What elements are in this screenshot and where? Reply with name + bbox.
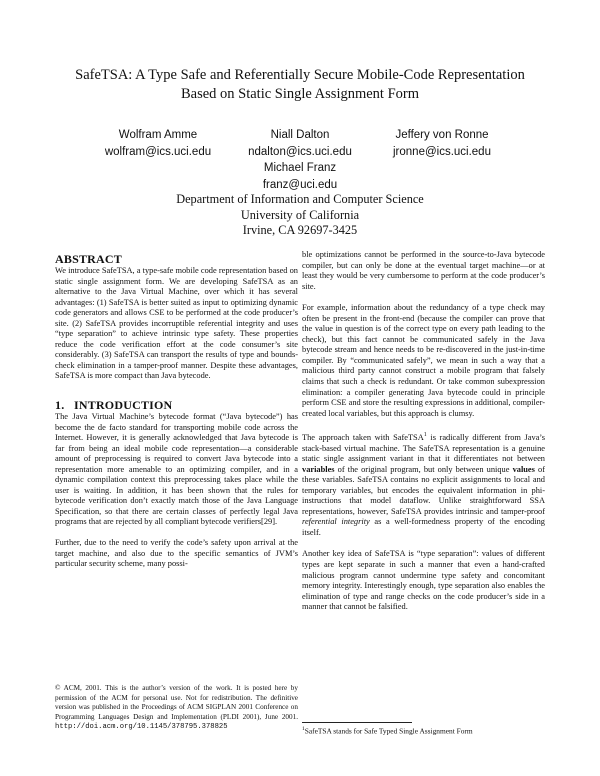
right-column <box>302 250 545 613</box>
author-block <box>357 127 527 161</box>
bold-term: variables <box>302 464 335 474</box>
author-email: ndalton@ics.uci.edu <box>248 146 352 158</box>
author-block <box>225 127 375 161</box>
title-line-2: Based on Static Single Assignment Form <box>180 86 420 102</box>
text-run: of the original program, but only between unique <box>334 464 513 474</box>
text-run: of these variables. SafeTSA contains no explicit assignments to local and temporary variables, but encodes the equivalent information in phi-instructions that model dataflow. Unlike straightforward SSA representations, however, SafeTSA provides intrinsic and tamper-proof <box>302 464 545 516</box>
copyright-notice <box>55 684 298 733</box>
body-paragraph: For example, information about the redundancy of a type check may often be present in the front-end (because the compiler can prove that the value in question is of the correct type on every path leading to the check), but this fact cannot be communicated safely in the Java bytecode stream and hence needs to be re-discovered in the just-in-time compiler. By “communicated safely”, we mean in such a way that a malicious third party cannot construct a mobile program that falsely claims that such a check is redundant. Or take common subexpression elimination: a compiler generating Java bytecode could in principle perform CSE and store the resulting expressions in additional, compiler-created local variables, but this approach is clumsy. <box>302 303 545 418</box>
abstract-heading: ABSTRACT <box>55 252 122 266</box>
affiliation-address: Irvine, CA 92697-3425 <box>242 223 358 237</box>
footnote-divider <box>302 722 412 723</box>
footnote-marker: 1 <box>423 432 427 439</box>
author-email: franz@uci.edu <box>262 179 338 191</box>
author-email: jronne@ics.uci.edu <box>393 146 491 158</box>
italic-term: referential integrity <box>302 517 370 527</box>
body-paragraph <box>302 430 545 538</box>
affiliation-department: Department of Information and Computer Science <box>176 192 424 206</box>
paper-title <box>30 66 570 104</box>
doi-link[interactable]: http://doi.acm.org/10.1145/378795.378825 <box>55 723 228 732</box>
footnote-text: SafeTSA stands for Safe Typed Single Assignment Form <box>304 726 473 736</box>
text-run: is radically different from Java’s stack-based virtual machine. The SafeTSA representation is a genuine static single assignment variant in that it differentiates not between <box>302 433 545 464</box>
body-paragraph: ble optimizations cannot be performed in the source-to-Java bytecode compiler, but can only be done at the eventual target machine—or at least they would be very cumbersome to perform at the code producer’s site. <box>302 250 545 291</box>
author-block <box>225 160 375 194</box>
introduction-paragraph: Further, due to the need to verify the code’s safety upon arrival at the target machine, and also due to the specific semantics of JVM’s particular security scheme, many possi- <box>55 538 298 569</box>
text-run: as a well-formedness property of the encoding itself. <box>302 517 545 537</box>
author-name: Michael Franz <box>263 162 337 174</box>
title-line-1: SafeTSA: A Type Safe and Referentially Secure Mobile-Code Representation <box>75 67 525 83</box>
left-column <box>55 252 298 570</box>
bold-term: values <box>512 464 535 474</box>
affiliation <box>100 192 500 239</box>
footnote <box>302 725 545 735</box>
author-email: wolfram@ics.uci.edu <box>104 146 212 158</box>
copyright-text: © ACM, 2001. This is the author’s version of the work. It is posted here by permission of the ACM for personal use. Not for redistribution. The definitive version was published in the Proceedings of ACM SIGPLAN 2001 Conference on Programming Languages Design and Implementation (PLDI 2001), June 2001. <box>55 684 298 721</box>
introduction-heading: 1. INTRODUCTION <box>55 398 173 413</box>
affiliation-university: University of California <box>240 207 360 222</box>
author-name: Niall Dalton <box>270 129 330 141</box>
footnote-number: 1 <box>302 726 305 732</box>
text-run: The approach taken with SafeTSA <box>302 433 424 442</box>
body-paragraph: Another key idea of SafeTSA is “type separation”: values of different types are kept separate in such a manner that even a hand-crafted malicious program cannot undermine type safety and concomitant memory integrity. Interestingly enough, type separation also enables the elimination of type and range checks on the code producer’s side in a manner that cannot be falsified. <box>302 549 545 612</box>
author-name: Wolfram Amme <box>118 129 198 141</box>
author-name: Jeffery von Ronne <box>395 129 489 141</box>
introduction-paragraph: The Java Virtual Machine’s bytecode format (“Java bytecode”) has become the de facto standard for transporting mobile code across the Internet. However, it is generally acknowledged that Java bytecode is far from being an ideal mobile code representation—a considerable amount of preprocessing is required to convert Java bytecode into a representation more amenable to an optimizing compiler, and in a dynamic compilation context this preprocessing takes place while the user is waiting. In addition, it has been shown that the rules for bytecode verification don’t exactly match those of the Java Language Specification, so that there are certain classes of perfectly legal Java programs that are rejected by all compliant bytecode verifiers[29]. <box>55 412 298 527</box>
author-block <box>78 127 238 161</box>
abstract-text: We introduce SafeTSA, a type-safe mobile code representation based on static single assignment form. We are developing SafeTSA as an alternative to the Java Virtual Machine, over which it has several advantages: (1) SafeTSA is better suited as input to optimizing dynamic code generators and allows CSE to be performed at the code producer’s site. (2) SafeTSA provides incorruptible referential integrity and uses “type separation” to achieve intrinsic type safety. These properties reduce the code verification effort at the code consumer’s site considerably. (3) SafeTSA can transport the results of type and bounds-check elimination in a tamper-proof manner. Despite these advantages, SafeTSA is more compact than Java bytecode. <box>55 266 298 381</box>
